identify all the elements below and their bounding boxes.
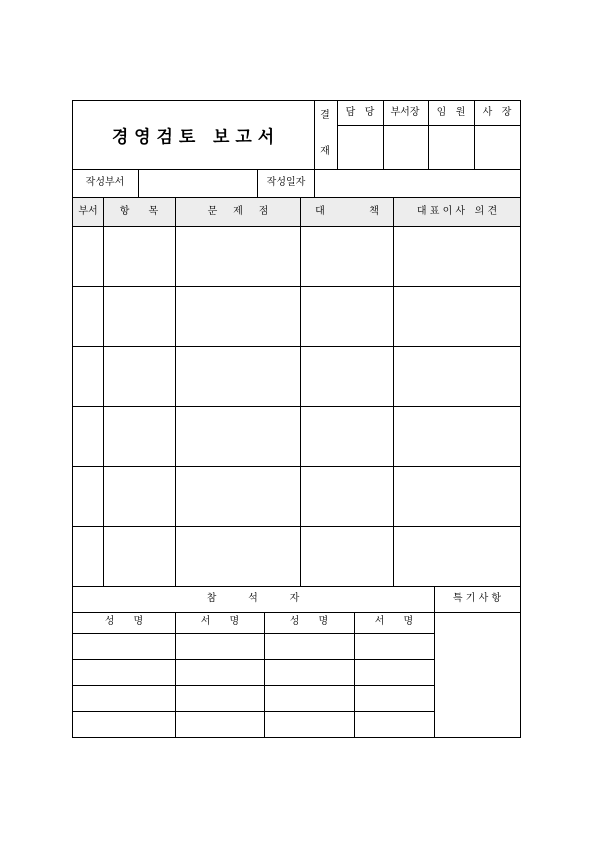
table-row-5-item[interactable] [104, 467, 175, 526]
table-row-3-item[interactable] [104, 347, 175, 406]
table-row-6-ceo-opinion[interactable] [394, 527, 520, 586]
attendee-row-4-name-2[interactable] [265, 712, 354, 737]
remarks-title: 특 기 사 항 [452, 593, 502, 604]
header-ceo-opinion: 대 표 이 사 의 견 [416, 206, 498, 217]
table-row-4-problem[interactable] [176, 407, 300, 466]
approval-signature-executive[interactable] [429, 126, 473, 168]
author-dept-label: 작성부서 [85, 177, 125, 188]
attendee-row-2-signature-1[interactable] [176, 660, 264, 685]
table-row-4-department[interactable] [73, 407, 103, 466]
author-row-bottom [72, 197, 521, 198]
attendee-row-4-signature-2[interactable] [355, 712, 434, 737]
author-dept-field[interactable] [139, 170, 256, 197]
attendee-row-1-name-2[interactable] [265, 634, 354, 659]
header-countermeasure: 대 책 [315, 206, 379, 217]
approval-header-president: 사 장 [482, 107, 512, 118]
remarks-field[interactable] [435, 613, 520, 737]
frame-top [72, 100, 521, 101]
approval-label-bottom: 재 [320, 146, 330, 157]
main-table-bottom [72, 586, 521, 587]
table-row-1-department[interactable] [73, 227, 103, 286]
attendee-header-signature-1: 서 명 [200, 616, 240, 627]
author-divider-2 [257, 169, 258, 198]
attendee-header-signature-2: 서 명 [374, 616, 414, 627]
table-row-1-countermeasure[interactable] [301, 227, 393, 286]
table-row-5-ceo-opinion[interactable] [394, 467, 520, 526]
attendee-row-3-signature-1[interactable] [176, 686, 264, 711]
attendee-row-4-name-1[interactable] [73, 712, 175, 737]
table-row-3-department[interactable] [73, 347, 103, 406]
attendee-row-1-signature-2[interactable] [355, 634, 434, 659]
table-row-4-countermeasure[interactable] [301, 407, 393, 466]
table-row-2-department[interactable] [73, 287, 103, 346]
frame-right [520, 100, 521, 738]
table-row-5-countermeasure[interactable] [301, 467, 393, 526]
attendee-row-2-signature-2[interactable] [355, 660, 434, 685]
approval-signature-staff[interactable] [338, 126, 382, 168]
attendee-header-name-2: 성 명 [289, 616, 329, 627]
title-divider [314, 100, 315, 169]
table-row-2-item[interactable] [104, 287, 175, 346]
attendee-header-name-1: 성 명 [104, 616, 144, 627]
table-row-4-ceo-opinion[interactable] [394, 407, 520, 466]
table-row-2-problem[interactable] [176, 287, 300, 346]
approval-signature-dept-head[interactable] [384, 126, 427, 168]
author-date-field[interactable] [315, 170, 519, 197]
approval-header-staff: 담 당 [345, 107, 375, 118]
frame-bottom [72, 737, 521, 738]
attendee-row-3-name-1[interactable] [73, 686, 175, 711]
header-problem: 문 제 점 [207, 206, 269, 217]
attendees-title: 참 석 자 [206, 593, 300, 604]
document-title: 경 영 검 토 보 고 서 [111, 127, 275, 148]
table-row-2-countermeasure[interactable] [301, 287, 393, 346]
attendee-row-2-name-2[interactable] [265, 660, 354, 685]
header-department: 부서 [78, 206, 98, 217]
table-row-3-ceo-opinion[interactable] [394, 347, 520, 406]
table-row-1-ceo-opinion[interactable] [394, 227, 520, 286]
approval-signature-president[interactable] [475, 126, 519, 168]
approval-label-top: 결 [320, 110, 330, 121]
table-row-4-item[interactable] [104, 407, 175, 466]
attendee-row-1-signature-1[interactable] [176, 634, 264, 659]
attendee-row-1-name-1[interactable] [73, 634, 175, 659]
approval-header-dept-head: 부서장 [390, 107, 420, 118]
table-row-6-item[interactable] [104, 527, 175, 586]
table-row-5-problem[interactable] [176, 467, 300, 526]
attendee-row-3-signature-2[interactable] [355, 686, 434, 711]
author-date-label: 작성일자 [266, 177, 306, 188]
table-row-6-problem[interactable] [176, 527, 300, 586]
attendee-row-3-name-2[interactable] [265, 686, 354, 711]
attendee-row-4-signature-1[interactable] [176, 712, 264, 737]
table-row-3-problem[interactable] [176, 347, 300, 406]
table-row-6-department[interactable] [73, 527, 103, 586]
table-row-1-item[interactable] [104, 227, 175, 286]
table-row-3-countermeasure[interactable] [301, 347, 393, 406]
approval-header-executive: 임 원 [436, 107, 466, 118]
header-item: 항 목 [119, 206, 159, 217]
table-row-6-countermeasure[interactable] [301, 527, 393, 586]
table-row-1-problem[interactable] [176, 227, 300, 286]
table-row-2-ceo-opinion[interactable] [394, 287, 520, 346]
table-row-5-department[interactable] [73, 467, 103, 526]
attendee-row-2-name-1[interactable] [73, 660, 175, 685]
